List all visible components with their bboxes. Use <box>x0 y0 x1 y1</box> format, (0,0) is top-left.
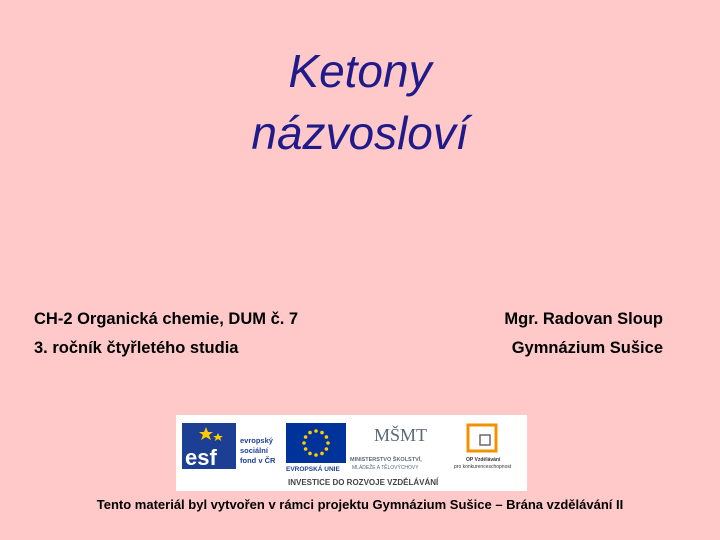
msmt-text-1: MINISTERSTVO ŠKOLSTVÍ, <box>350 457 422 463</box>
op-logo <box>454 425 512 470</box>
school-label: Gymnázium Sušice <box>511 339 663 357</box>
op-text-2: pro konkurenceschopnost <box>454 464 512 470</box>
esf-logo <box>182 423 276 470</box>
author-label: Mgr. Radovan Sloup <box>504 310 663 328</box>
msmt-logo <box>350 424 427 471</box>
title-line-1: Ketony <box>288 45 432 97</box>
eu-logo <box>286 423 346 473</box>
footer-note: Tento materiál byl vytvořen v rámci projektu Gymnázium Sušice – Brána vzdělávání II <box>96 497 624 512</box>
logo-strip-graphic <box>176 415 527 491</box>
title-line-2: názvosloví <box>251 107 469 159</box>
eu-caption: EVROPSKÁ UNIE <box>286 466 340 473</box>
esf-text-3: fond v ČR <box>240 456 276 465</box>
logo-strip <box>176 415 527 491</box>
msmt-text-2: MLÁDEŽE A TĚLOVÝCHOVY <box>352 465 419 471</box>
grade-label: 3. ročník čtyřletého studia <box>34 339 239 357</box>
esf-text-1: evropský <box>240 436 273 445</box>
op-logo-inner-icon <box>480 435 490 445</box>
esf-text-2: sociální <box>240 446 268 455</box>
esf-mark: esf <box>185 445 217 470</box>
investment-banner: INVESTICE DO ROZVOJE VZDĚLÁVÁNÍ <box>288 478 439 487</box>
eu-flag-icon <box>286 423 346 463</box>
op-text-1: OP Vzdělávání <box>466 457 501 463</box>
slide-title <box>0 40 720 164</box>
subject-label: CH-2 Organická chemie, DUM č. 7 <box>34 310 299 328</box>
msmt-mark: MŠMT <box>374 425 428 445</box>
